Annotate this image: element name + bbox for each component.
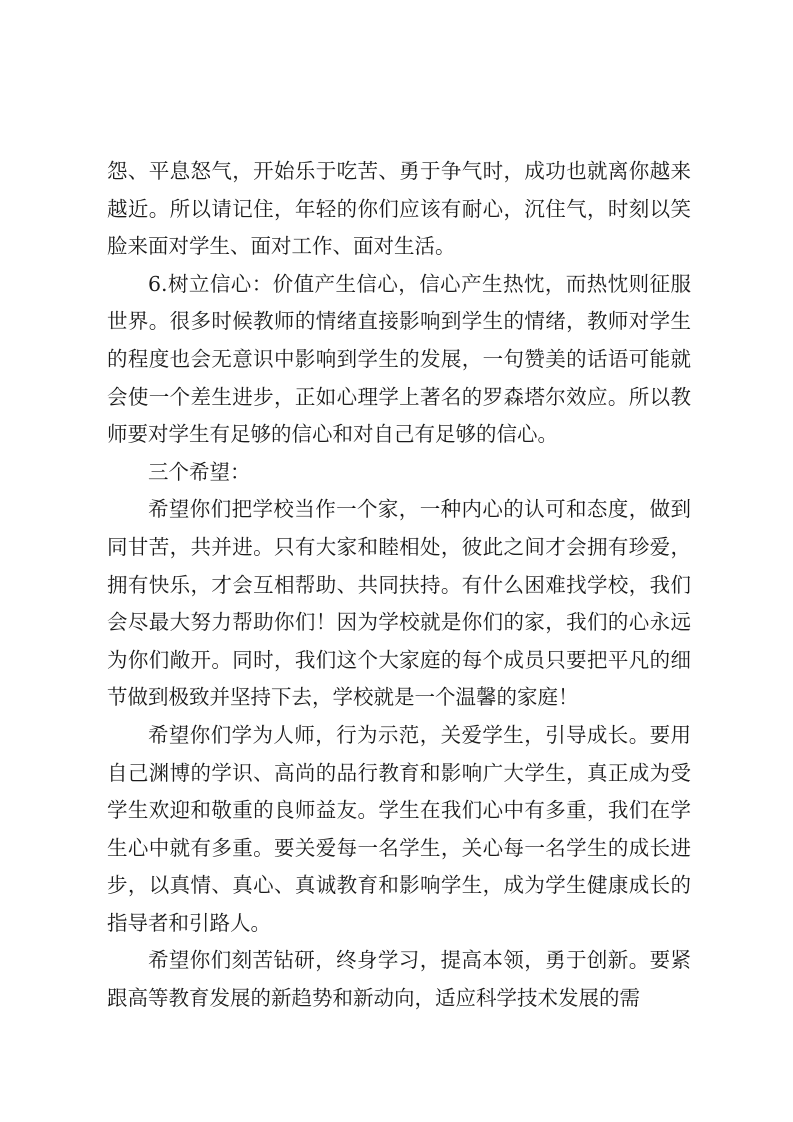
section-heading-three-hopes: 三个希望： bbox=[148, 459, 251, 484]
paragraph-hope-3: 希望你们刻苦钻研，终身学习，提高本领，勇于创新。要紧跟高等教育发展的新趋势和新动向，适应科学技术发展的需 bbox=[107, 948, 691, 1011]
paragraph-hope-1: 希望你们把学校当作一个家，一种内心的认可和态度，做到同甘苦，共并进。只有大家和睦相处，彼此之间才会拥有珍爱，拥有快乐，才会互相帮助、共同扶持。有什么困难找学校，我们会尽最大努力帮助你们！因为学校就是你们的家，我们的心永远为你们敞开。同时，我们这个大家庭的每个成员只要把平凡的细节做到极致并坚持下去，学校就是一个温馨的家庭！ bbox=[107, 497, 691, 710]
paragraph-continuation: 怨、平息怒气，开始乐于吃苦、勇于争气时，成功也就离你越来越近。所以请记住，年轻的你们应该有耐心，沉住气，时刻以笑脸来面对学生、面对工作、面对生活。 bbox=[107, 159, 691, 259]
paragraph-point-6: 6.树立信心：价值产生信心，信心产生热忱，而热忱则征服世界。很多时候教师的情绪直接影响到学生的情绪，教师对学生的程度也会无意识中影响到学生的发展，一句赞美的话语可能就会使一个差生进步，正如心理学上著名的罗森塔尔效应。所以教师要对学生有足够的信心和对自己有足够的信心。 bbox=[107, 271, 691, 447]
paragraph-hope-2: 希望你们学为人师，行为示范，关爱学生，引导成长。要用自己渊博的学识、高尚的品行教育和影响广大学生，真正成为受学生欢迎和敬重的良师益友。学生在我们心中有多重，我们在学生心中就有多重。要关爱每一名学生，关心每一名学生的成长进步，以真情、真心、真诚教育和影响学生，成为学生健康成长的指导者和引路人。 bbox=[107, 722, 691, 935]
document-body bbox=[107, 153, 691, 1018]
